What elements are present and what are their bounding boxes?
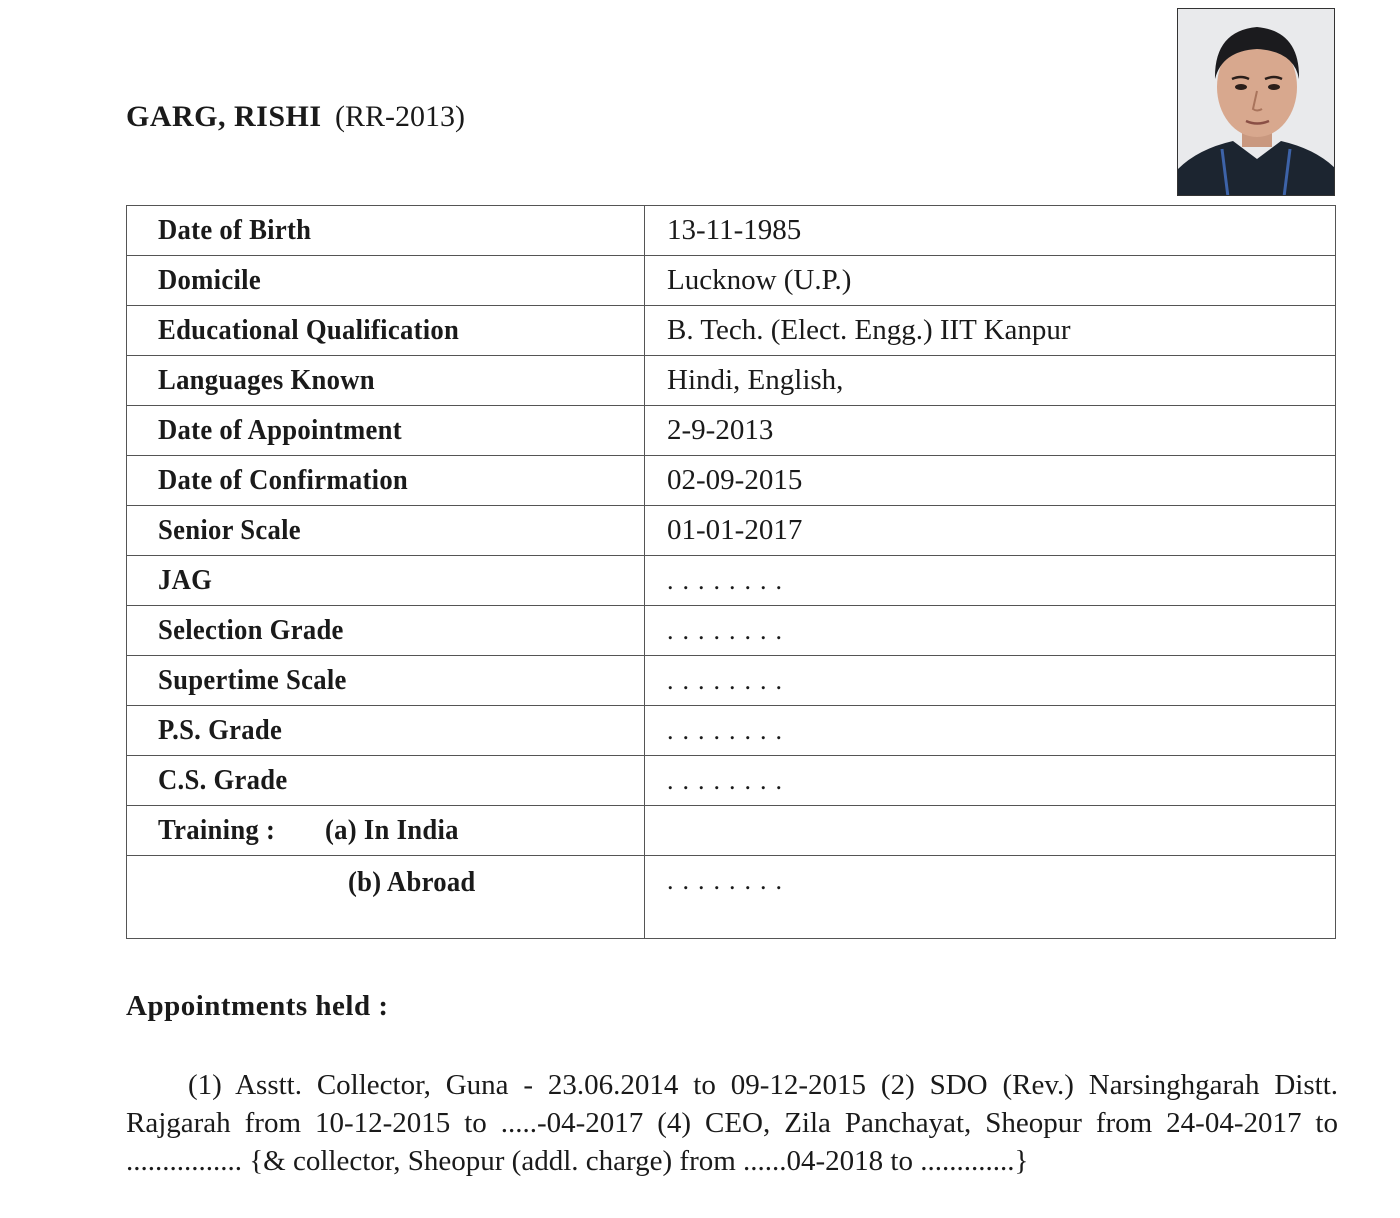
table-row	[127, 356, 1336, 406]
row-value: ........	[645, 556, 1336, 606]
row-label	[127, 806, 645, 856]
table-row	[127, 306, 1336, 356]
training-label: Training :	[158, 814, 276, 846]
row-label: Date of Appointment	[127, 406, 645, 456]
portrait-image	[1178, 9, 1335, 196]
table-row-training-india	[127, 806, 1336, 856]
officer-batch: (RR-2013)	[335, 100, 466, 133]
row-value: ........	[645, 756, 1336, 806]
table-row	[127, 756, 1336, 806]
row-label: Supertime Scale	[127, 656, 645, 706]
row-value: ........	[645, 656, 1336, 706]
appointments-text: (1) Asstt. Collector, Guna - 23.06.2014 to 09-12-2015 (2) SDO (Rev.) Narsinghgarah Distt. Rajgarah from 10-12-2015 to .....-04-2017 (4) CEO, Zila Panchayat, Sheopur from 24-04-2017 to ................ {& collector, Sheopur (addl. charge) from ......04-2018 to .............}	[126, 1069, 1338, 1177]
row-label: JAG	[127, 556, 645, 606]
officer-photo	[1177, 8, 1335, 196]
table-row	[127, 406, 1336, 456]
table-row	[127, 606, 1336, 656]
training-india-value	[645, 806, 1336, 856]
row-label	[127, 856, 645, 939]
row-value: Hindi, English,	[645, 356, 1336, 406]
table-row-training-abroad	[127, 856, 1336, 939]
row-value: 01-01-2017	[645, 506, 1336, 556]
table-row	[127, 656, 1336, 706]
training-abroad-label: (b) Abroad	[348, 866, 476, 898]
row-value: ........	[645, 706, 1336, 756]
row-value: ........	[645, 606, 1336, 656]
officer-profile-table	[126, 205, 1336, 939]
row-value: 02-09-2015	[645, 456, 1336, 506]
table-row	[127, 456, 1336, 506]
row-label: P.S. Grade	[127, 706, 645, 756]
row-value: 13-11-1985	[645, 206, 1336, 256]
row-label: Domicile	[127, 256, 645, 306]
row-value: Lucknow (U.P.)	[645, 256, 1336, 306]
training-abroad-value: ........	[645, 856, 1336, 939]
row-label: Date of Birth	[127, 206, 645, 256]
officer-heading	[126, 98, 465, 136]
row-label: Date of Confirmation	[127, 456, 645, 506]
officer-name: GARG, RISHI	[126, 100, 322, 133]
training-india-label: (a) In India	[325, 814, 460, 846]
table-row	[127, 206, 1336, 256]
table-row	[127, 506, 1336, 556]
appointments-title: Appointments held :	[126, 990, 389, 1022]
row-label: Senior Scale	[127, 506, 645, 556]
row-label: C.S. Grade	[127, 756, 645, 806]
table-row	[127, 256, 1336, 306]
row-value: B. Tech. (Elect. Engg.) IIT Kanpur	[645, 306, 1336, 356]
row-label: Educational Qualification	[127, 306, 645, 356]
row-label: Languages Known	[127, 356, 645, 406]
row-label: Selection Grade	[127, 606, 645, 656]
table-row	[127, 706, 1336, 756]
table-row	[127, 556, 1336, 606]
row-value: 2-9-2013	[645, 406, 1336, 456]
